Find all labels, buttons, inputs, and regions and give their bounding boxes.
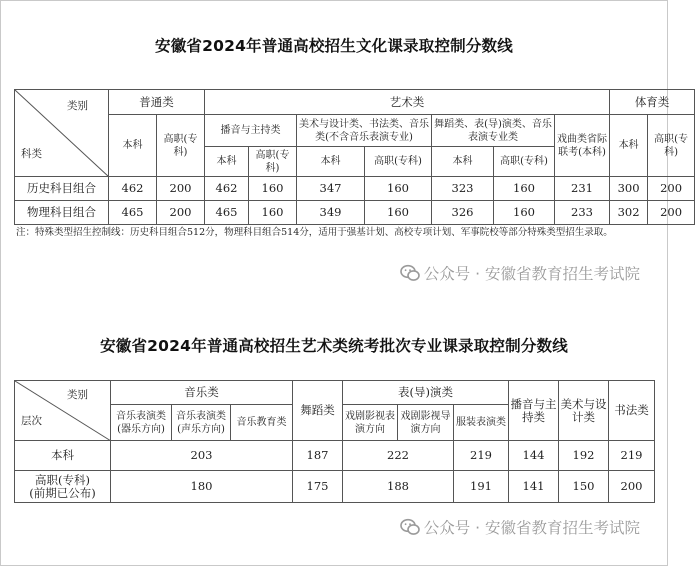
score-cell: 160 [494, 201, 555, 225]
score-cell: 462 [109, 177, 157, 201]
table-row [15, 177, 695, 201]
score-drama: 188 [343, 471, 454, 503]
score-dance: 187 [293, 441, 343, 471]
score-fashion: 191 [454, 471, 509, 503]
header-fineart: 美术与设计类 [559, 381, 609, 441]
score-cell: 200 [157, 177, 205, 201]
table2-corner-cell [15, 381, 111, 441]
score-cell: 200 [648, 201, 695, 225]
row-label: 历史科目组合 [15, 177, 109, 201]
header-sports-ben: 本科 [610, 115, 648, 177]
score-cell: 200 [157, 201, 205, 225]
header-opera: 戏曲类省际联考(本科) [555, 115, 610, 177]
header-dance-gao: 高职(专科) [494, 147, 555, 177]
header-sports-gao: 高职(专科) [648, 115, 695, 177]
row-label: 本科 [15, 441, 111, 471]
header-fashion: 服装表演类 [454, 405, 509, 441]
score-cell: 326 [432, 201, 494, 225]
score-cell: 347 [297, 177, 365, 201]
header-fineart-gao: 高职(专科) [365, 147, 432, 177]
table-row [15, 471, 655, 503]
corner-label-category: 类别 [67, 100, 88, 112]
header-broadcast-ben: 本科 [205, 147, 249, 177]
header-art: 艺术类 [205, 90, 610, 115]
score-cell: 231 [555, 177, 610, 201]
header-dance: 舞蹈类 [293, 381, 343, 441]
row-label: 高职(专科)(前期已公布) [15, 471, 111, 503]
score-dance: 175 [293, 471, 343, 503]
header-music-vocal: 音乐表演类(声乐方向) [172, 405, 231, 441]
header-general-gao: 高职(专科) [157, 115, 205, 177]
header-broadcast: 播音与主持类 [509, 381, 559, 441]
score-cell: 160 [249, 201, 297, 225]
header-drama-acting: 戏剧影视表演方向 [343, 405, 398, 441]
header-music: 音乐类 [111, 381, 293, 405]
score-fashion: 219 [454, 441, 509, 471]
score-cell: 349 [297, 201, 365, 225]
score-cell: 462 [205, 177, 249, 201]
table1-title: 安徽省2024年普通高校招生文化课录取控制分数线 [155, 37, 513, 55]
score-fineart: 192 [559, 441, 609, 471]
header-broadcast-gao: 高职(专科) [249, 147, 297, 177]
table2 [14, 380, 655, 503]
corner-label-level: 层次 [21, 415, 42, 427]
score-music: 203 [111, 441, 293, 471]
score-cell: 200 [648, 177, 695, 201]
score-cell: 233 [555, 201, 610, 225]
score-drama: 222 [343, 441, 454, 471]
score-cell: 160 [365, 177, 432, 201]
corner-label-category: 类别 [67, 389, 88, 401]
score-calligraphy: 219 [609, 441, 655, 471]
row-label: 物理科目组合 [15, 201, 109, 225]
score-cell: 160 [249, 177, 297, 201]
score-cell: 465 [109, 201, 157, 225]
table1-note: 注：特殊类型招生控制线：历史科目组合512分，物理科目组合514分，适用于强基计划、高校专项计划、军事院校等部分特殊类型招生录取。 [16, 227, 613, 238]
score-cell: 465 [205, 201, 249, 225]
score-calligraphy: 200 [609, 471, 655, 503]
score-cell: 160 [365, 201, 432, 225]
header-general-ben: 本科 [109, 115, 157, 177]
watermark-text: 公众号 · 安徽省教育招生考试院 [423, 265, 640, 283]
header-drama-directing: 戏剧影视导演方向 [398, 405, 454, 441]
header-fineart-ben: 本科 [297, 147, 365, 177]
header-sports: 体育类 [610, 90, 695, 115]
score-broadcast: 141 [509, 471, 559, 503]
header-fineart: 美术与设计类、书法类、音乐类(不含音乐表演专业) [297, 115, 432, 147]
score-broadcast: 144 [509, 441, 559, 471]
score-cell: 160 [494, 177, 555, 201]
header-dance-drama: 舞蹈类、表(导)演类、音乐表演专业类 [432, 115, 555, 147]
table2-title: 安徽省2024年普通高校招生艺术类统考批次专业课录取控制分数线 [100, 337, 568, 355]
header-broadcast: 播音与主持类 [205, 115, 297, 147]
table-row [15, 201, 695, 225]
watermark [400, 262, 640, 284]
header-music-instrumental: 音乐表演类(器乐方向) [111, 405, 172, 441]
table1-corner-cell [15, 90, 109, 177]
header-calligraphy: 书法类 [609, 381, 655, 441]
header-music-education: 音乐教育类 [231, 405, 293, 441]
score-cell: 323 [432, 177, 494, 201]
table-row [15, 441, 655, 471]
header-general: 普通类 [109, 90, 205, 115]
corner-diagonal [15, 90, 109, 177]
score-cell: 302 [610, 201, 648, 225]
wechat-icon [400, 518, 420, 536]
watermark-text: 公众号 · 安徽省教育招生考试院 [423, 519, 640, 537]
score-music: 180 [111, 471, 293, 503]
corner-diagonal [15, 381, 111, 441]
table1 [14, 89, 695, 225]
score-cell: 300 [610, 177, 648, 201]
wechat-icon [400, 264, 420, 282]
watermark [400, 516, 640, 538]
score-fineart: 150 [559, 471, 609, 503]
header-drama: 表(导)演类 [343, 381, 509, 405]
header-dance-ben: 本科 [432, 147, 494, 177]
corner-label-subject: 科类 [21, 148, 42, 160]
